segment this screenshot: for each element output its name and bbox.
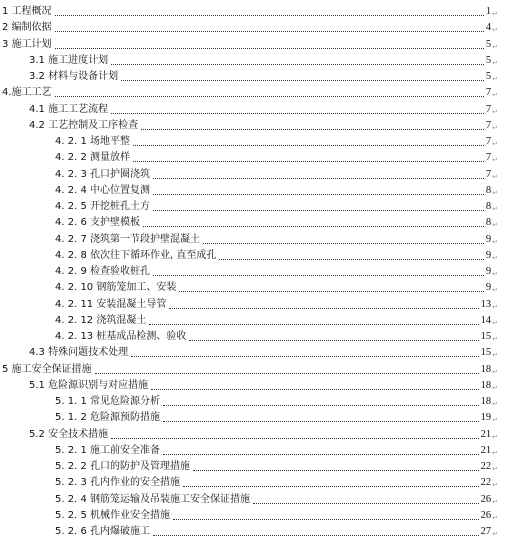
toc-entry-title: 5 施工安全保证措施: [2, 363, 92, 375]
toc-entry[interactable]: [55, 265, 498, 279]
toc-entry[interactable]: [55, 216, 498, 230]
toc-entry-page: 9: [485, 249, 492, 261]
toc-entry-title: 5. 2. 2 孔口的防护及管理措施: [55, 461, 190, 472]
paragraph-mark-icon: ↵: [492, 107, 498, 116]
toc-entry-title: 4.1 施工工艺流程: [29, 103, 109, 115]
dot-leader: [55, 15, 484, 16]
toc-entry-title: 3.2 材料与设备计划: [29, 71, 119, 82]
dot-leader: [253, 503, 479, 504]
toc-entry-page: 18: [480, 379, 492, 391]
paragraph-mark-icon: ↵: [492, 123, 498, 132]
toc-entry[interactable]: [55, 200, 498, 214]
toc-entry[interactable]: [55, 281, 498, 295]
paragraph-mark-icon: ↵: [492, 383, 498, 392]
toc-entry-title: 4. 2. 10 钢筋笼加工、安装: [55, 282, 177, 294]
paragraph-mark-icon: ↵: [492, 400, 498, 408]
toc-entry-title: 5. 2. 1 施工前安全准备: [55, 444, 160, 456]
toc-entry[interactable]: [55, 249, 498, 263]
toc-entry-page: 5: [485, 54, 492, 66]
toc-entry-title: 4. 2. 2 测量放样: [55, 152, 130, 164]
toc-entry[interactable]: [55, 493, 498, 507]
toc-entry-page: 26: [480, 509, 492, 521]
paragraph-mark-icon: ↵: [492, 465, 498, 473]
toc-entry[interactable]: [55, 298, 498, 312]
toc-entry-page: 14: [480, 314, 492, 326]
paragraph-mark-icon: ↵: [492, 448, 498, 457]
toc-entry[interactable]: [55, 233, 498, 247]
dot-leader: [219, 259, 484, 260]
toc-entry-title: 4. 2. 3 孔口护圈浇筑: [55, 168, 150, 180]
toc-entry-title: 4.施工工艺: [2, 87, 52, 99]
dot-leader: [149, 324, 478, 325]
toc-entry-page: 5: [485, 71, 492, 82]
toc-entry-title: 5. 2. 6 孔内爆破施工: [55, 526, 150, 537]
toc-entry-title: 4. 2. 1 场地平整: [55, 136, 130, 147]
dot-leader: [163, 454, 479, 455]
toc-entry-page: 1: [485, 6, 492, 17]
toc-entry-page: 7: [485, 152, 492, 164]
toc-entry-page: 8: [485, 217, 492, 229]
toc-entry-page: 18: [480, 363, 492, 375]
dot-leader: [143, 226, 484, 227]
toc-entry-title: 4. 2. 5 开挖桩孔土方: [55, 201, 150, 212]
dot-leader: [153, 194, 484, 195]
toc-entry-page: 7: [485, 103, 492, 115]
toc-entry[interactable]: [55, 314, 498, 328]
toc-entry-title: 4. 2. 12 浇筑混凝土: [55, 314, 147, 326]
toc-entry-title: 2 编制依据: [2, 22, 52, 34]
toc-entry-page: 7: [485, 87, 492, 99]
toc-entry[interactable]: [29, 428, 498, 442]
toc-entry-page: 26: [480, 493, 492, 505]
toc-entry-title: 5. 1. 1 常见危险源分析: [55, 396, 160, 407]
toc-entry-page: 9: [485, 266, 492, 277]
toc-entry[interactable]: [29, 119, 498, 133]
toc-entry-page: 5: [485, 38, 492, 50]
dot-leader: [151, 389, 479, 390]
dot-leader: [55, 96, 484, 97]
toc-entry-page: 7: [485, 119, 492, 131]
toc-entry-page: 7: [485, 136, 492, 147]
paragraph-mark-icon: ↵: [492, 335, 498, 343]
toc-entry-page: 19: [480, 412, 492, 424]
paragraph-mark-icon: ↵: [492, 58, 498, 67]
toc-entry-title: 5.1 危险源识别与对应措施: [29, 379, 149, 391]
dot-leader: [121, 80, 484, 81]
toc-entry[interactable]: [29, 346, 498, 360]
dot-leader: [111, 438, 479, 439]
dot-leader: [203, 243, 484, 244]
toc-entry-title: 4. 2. 6 支护壁模板: [55, 217, 140, 229]
dot-leader: [173, 519, 479, 520]
dot-leader: [183, 486, 479, 487]
dot-leader: [163, 405, 479, 406]
toc-entry[interactable]: [55, 330, 498, 344]
toc-entry[interactable]: [2, 38, 498, 52]
toc-entry-page: 13: [480, 298, 492, 310]
paragraph-mark-icon: ↵: [492, 221, 498, 230]
paragraph-mark-icon: ↵: [492, 253, 498, 262]
dot-leader: [133, 161, 484, 162]
toc-entry-page: 21: [480, 444, 492, 456]
paragraph-mark-icon: ↵: [492, 318, 498, 327]
toc-entry-title: 4.3 特殊问题技术处理: [29, 347, 129, 359]
toc-entry-title: 5.2 安全技术措施: [29, 428, 109, 440]
toc-entry[interactable]: [55, 135, 498, 149]
toc-entry-title: 3.1 施工进度计划: [29, 54, 109, 66]
dot-leader: [163, 421, 479, 422]
toc-entry[interactable]: [55, 395, 498, 409]
toc-entry[interactable]: [55, 444, 498, 458]
toc-entry-title: 3 施工计划: [2, 38, 52, 50]
dot-leader: [111, 113, 484, 114]
paragraph-mark-icon: ↵: [492, 75, 498, 83]
toc-entry-title: 4. 2. 11 安装混凝土导管: [55, 298, 167, 310]
toc-entry-page: 9: [485, 282, 492, 294]
dot-leader: [189, 340, 478, 341]
toc-entry[interactable]: [55, 168, 498, 182]
toc-entry-title: 5. 1. 2 危险源预防措施: [55, 412, 160, 424]
paragraph-mark-icon: ↵: [492, 513, 498, 522]
paragraph-mark-icon: ↵: [492, 367, 498, 376]
paragraph-mark-icon: ↵: [492, 481, 498, 490]
dot-leader: [111, 64, 484, 65]
toc-entry-title: 4. 2. 9 检查验收桩孔: [55, 266, 150, 277]
toc-entry-page: 22: [480, 477, 492, 489]
toc-entry[interactable]: [55, 151, 498, 165]
toc-entry-title: 4.2 工艺控制及工序检查: [29, 119, 139, 131]
toc-entry-title: 5. 2. 4 钢筋笼运输及吊装施工安全保证措施: [55, 493, 250, 505]
toc-entry[interactable]: [2, 5, 498, 19]
toc-entry[interactable]: [55, 411, 498, 425]
toc-entry-page: 4: [485, 22, 492, 34]
toc-entry-page: 27: [480, 526, 492, 537]
dot-leader: [153, 210, 484, 211]
dot-leader: [55, 31, 484, 32]
dot-leader: [55, 48, 484, 49]
paragraph-mark-icon: ↵: [492, 286, 498, 295]
dot-leader: [153, 535, 479, 536]
dot-leader: [153, 178, 484, 179]
toc-entry-title: 4. 2. 4 中心位置复测: [55, 184, 150, 196]
paragraph-mark-icon: ↵: [492, 91, 498, 100]
paragraph-mark-icon: ↵: [492, 497, 498, 506]
toc-entry[interactable]: [2, 363, 498, 377]
toc-entry[interactable]: [2, 86, 498, 100]
toc-entry[interactable]: [29, 54, 498, 68]
toc-entry-title: 5. 2. 3 孔内作业的安全措施: [55, 477, 180, 489]
toc-entry-title: 1 工程概况: [2, 6, 52, 17]
dot-leader: [141, 129, 484, 130]
toc-entry[interactable]: [55, 460, 498, 474]
dot-leader: [95, 373, 479, 374]
paragraph-mark-icon: ↵: [492, 237, 498, 246]
toc-entry-page: 22: [480, 461, 492, 472]
paragraph-mark-icon: ↵: [492, 416, 498, 425]
toc-entry[interactable]: [55, 525, 498, 539]
paragraph-mark-icon: ↵: [492, 432, 498, 441]
dot-leader: [193, 470, 479, 471]
dot-leader: [179, 291, 484, 292]
toc-entry[interactable]: [2, 21, 498, 35]
toc-entry-page: 9: [485, 233, 492, 245]
dot-leader: [153, 275, 484, 276]
paragraph-mark-icon: ↵: [492, 188, 498, 197]
paragraph-mark-icon: ↵: [492, 302, 498, 311]
toc-entry-page: 8: [485, 201, 492, 212]
paragraph-mark-icon: ↵: [492, 10, 498, 18]
toc-entry[interactable]: [29, 379, 498, 393]
toc-entry[interactable]: [29, 70, 498, 84]
toc-entry-page: 15: [480, 347, 492, 359]
dot-leader: [169, 308, 478, 309]
toc-entry-title: 4. 2. 7 浇筑第一节段护壁混凝土: [55, 233, 200, 245]
toc-entry-page: 21: [480, 428, 492, 440]
toc-entry-title: 5. 2. 5 机械作业安全措施: [55, 509, 170, 521]
paragraph-mark-icon: ↵: [492, 26, 498, 35]
dot-leader: [133, 145, 484, 146]
paragraph-mark-icon: ↵: [492, 270, 498, 278]
toc-entry[interactable]: [55, 509, 498, 523]
paragraph-mark-icon: ↵: [492, 530, 498, 538]
toc-entry-title: 4. 2. 13 桩基成品检测、验收: [55, 331, 187, 342]
paragraph-mark-icon: ↵: [492, 172, 498, 181]
paragraph-mark-icon: ↵: [492, 42, 498, 51]
toc-entry[interactable]: [55, 476, 498, 490]
toc-entry-page: 15: [480, 331, 492, 342]
toc-entry-page: 7: [485, 168, 492, 180]
toc-entry-title: 4. 2. 8 依次往下循环作业, 直至成孔: [55, 249, 217, 261]
paragraph-mark-icon: ↵: [492, 205, 498, 213]
toc-entry-page: 18: [480, 396, 492, 407]
paragraph-mark-icon: ↵: [492, 351, 498, 360]
paragraph-mark-icon: ↵: [492, 156, 498, 165]
toc-entry[interactable]: [29, 103, 498, 117]
toc-entry[interactable]: [55, 184, 498, 198]
paragraph-mark-icon: ↵: [492, 140, 498, 148]
toc-entry-page: 8: [485, 184, 492, 196]
dot-leader: [131, 356, 479, 357]
